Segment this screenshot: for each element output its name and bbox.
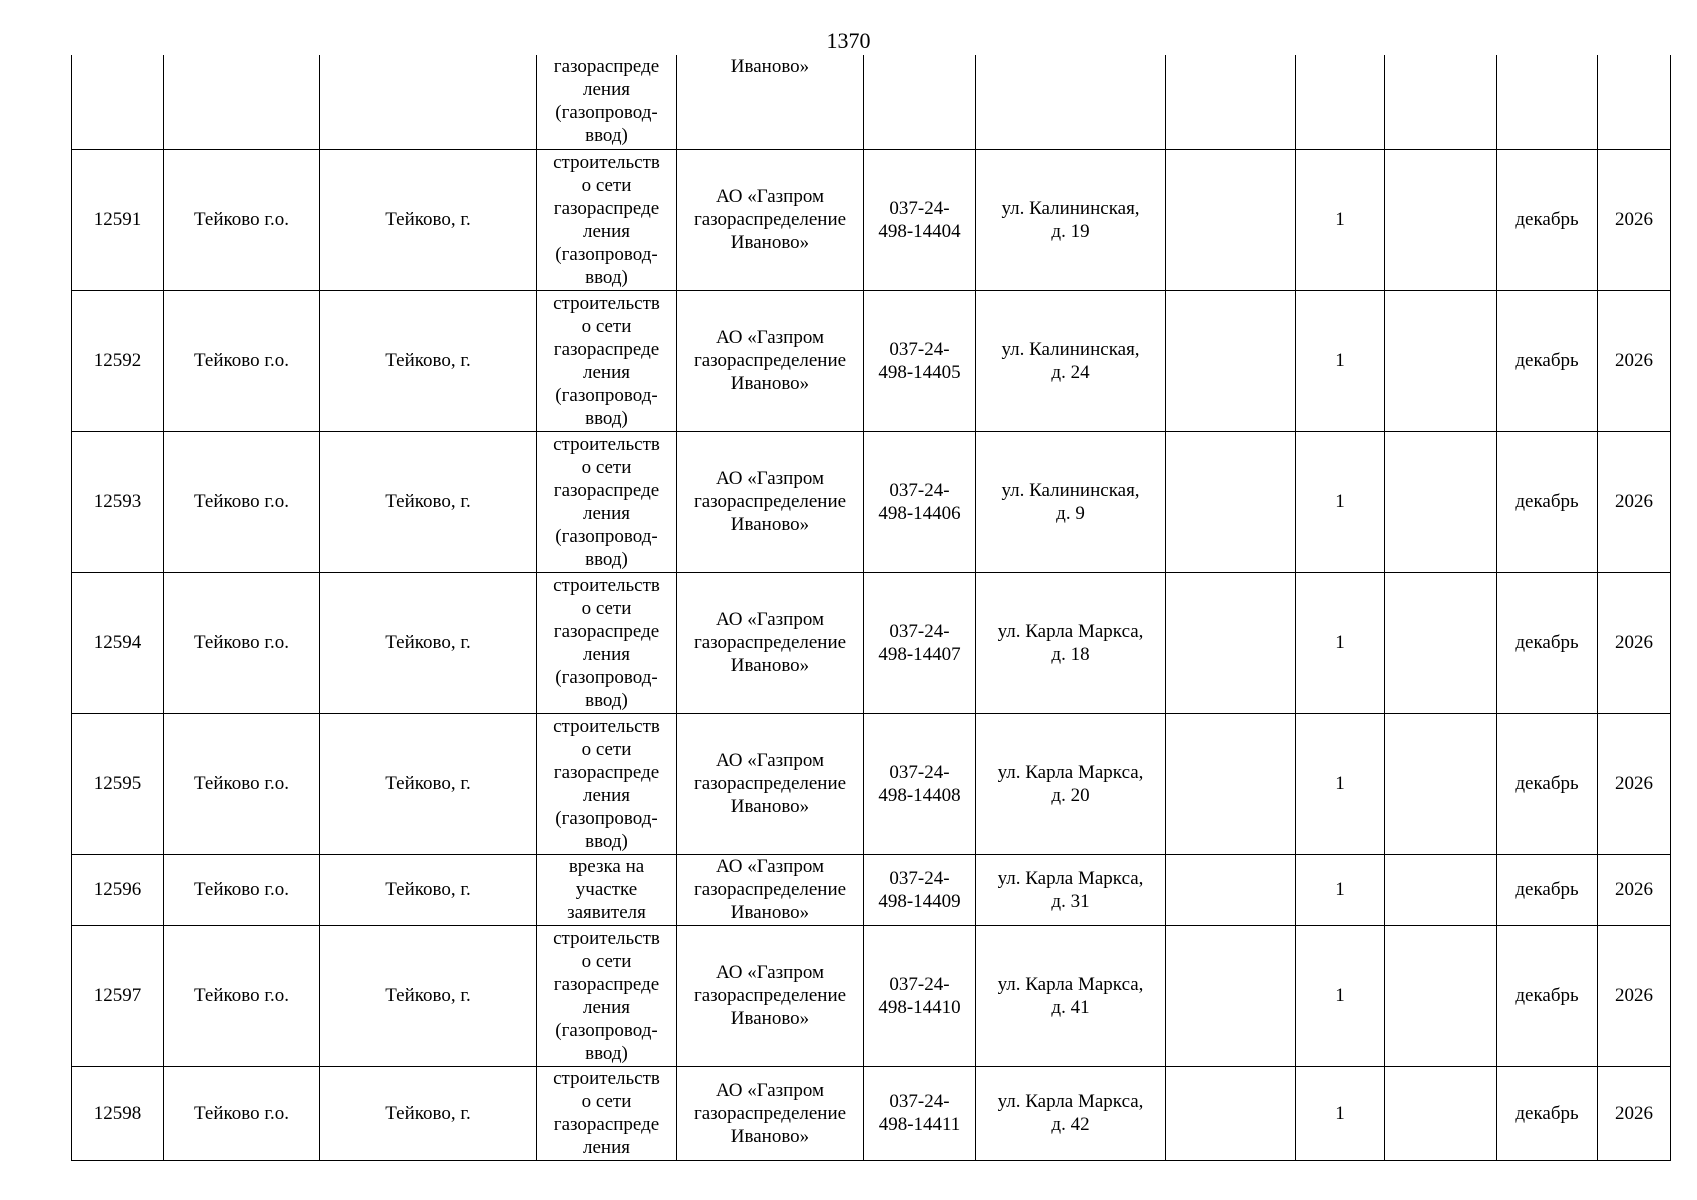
cell-work-text: врезка на участке заявителя [567,856,646,923]
cell-work-text: строительств о сети газораспреде ления (газопровод- ввод) [553,715,660,852]
cell-num [72,925,164,1066]
cell-year [1598,713,1671,854]
cell-code-text: 037-24- 498-14406 [878,479,961,524]
cell-code-text: 037-24- 498-14408 [878,761,961,806]
cell-num-text: 12593 [93,491,142,512]
cell-work-text: строительств о сети газораспреде ления [553,1068,660,1158]
table-row [72,431,1671,572]
cell-year-text: 2026 [1615,879,1653,900]
cell-work [537,149,677,290]
cell-quantity [1296,1066,1385,1160]
cell-extra [1166,290,1296,431]
cell-extra [1166,55,1296,149]
cell-year-text: 2026 [1615,773,1653,794]
cell-code [864,55,976,149]
cell-address [976,925,1166,1066]
cell-district [164,55,320,149]
cell-year-text: 2026 [1615,491,1653,512]
cell-district [164,149,320,290]
cell-work-text: строительств о сети газораспреде ления (газопровод- ввод) [553,574,660,711]
cell-month [1497,713,1598,854]
cell-month-text: декабрь [1515,491,1579,512]
cell-settlement-text: Тейково, г. [385,209,471,230]
cell-year [1598,55,1671,149]
cell-district [164,1066,320,1160]
table-row [72,290,1671,431]
cell-district-text: Тейково г.о. [194,1102,289,1124]
cell-address [976,149,1166,290]
cell-month [1497,149,1598,290]
cell-blank [1385,1066,1497,1160]
cell-num [72,431,164,572]
cell-organization-text: АО «Газпром газораспределение Иваново» [693,750,847,817]
cell-month-text: декабрь [1515,985,1579,1006]
cell-num-text: 12591 [93,209,142,230]
cell-organization-text: АО «Газпром газораспределение Иваново» [693,186,847,253]
cell-year-text: 2026 [1615,209,1653,230]
cell-organization-text: АО «Газпром газораспределение Иваново» [693,468,847,535]
cell-settlement-text: Тейково, г. [385,1102,471,1124]
cell-year-text: 2026 [1615,350,1653,371]
cell-extra [1166,572,1296,713]
table-row [72,925,1671,1066]
table-row [72,149,1671,290]
cell-settlement [320,572,537,713]
cell-district-text: Тейково г.о. [194,632,289,653]
cell-organization [677,55,864,149]
cell-code-text: 037-24- 498-14410 [878,973,961,1018]
cell-work-text: строительств о сети газораспреде ления (газопровод- ввод) [553,927,660,1064]
cell-district [164,431,320,572]
cell-quantity [1296,290,1385,431]
cell-district-text: Тейково г.о. [194,879,289,900]
cell-quantity-text: 1 [1335,632,1345,653]
cell-year [1598,925,1671,1066]
cell-month [1497,572,1598,713]
cell-num-text: 12594 [93,632,142,653]
table-body [72,55,1671,1160]
cell-organization-text: АО «Газпром газораспределение Иваново» [693,1079,847,1147]
cell-settlement [320,854,537,925]
cell-work [537,713,677,854]
cell-settlement [320,55,537,149]
cell-address-text: ул. Калининская, д. 19 [1001,197,1140,242]
cell-month [1497,55,1598,149]
cell-address [976,1066,1166,1160]
cell-month [1497,925,1598,1066]
cell-address [976,854,1166,925]
cell-year [1598,572,1671,713]
cell-year [1598,431,1671,572]
cell-address [976,431,1166,572]
cell-district [164,925,320,1066]
cell-quantity [1296,431,1385,572]
cell-work-text: строительств о сети газораспреде ления (газопровод- ввод) [553,292,660,429]
cell-organization-text: АО «Газпром газораспределение Иваново» [693,856,847,923]
cell-settlement-text: Тейково, г. [385,491,471,512]
cell-code-text: 037-24- 498-14405 [878,338,961,383]
cell-quantity-text: 1 [1335,879,1345,900]
cell-code-text: 037-24- 498-14404 [878,197,961,242]
cell-month-text: декабрь [1515,209,1579,230]
cell-num-text: 12596 [93,879,142,900]
cell-address [976,572,1166,713]
cell-settlement-text: Тейково, г. [385,879,471,900]
cell-code-text: 037-24- 498-14409 [878,867,961,912]
cell-organization-text: АО «Газпром газораспределение Иваново» [693,962,847,1029]
cell-work [537,431,677,572]
cell-blank [1385,149,1497,290]
cell-extra [1166,1066,1296,1160]
cell-num-text: 12597 [93,985,142,1006]
cell-settlement-text: Тейково, г. [385,773,471,794]
cell-month [1497,431,1598,572]
cell-code [864,1066,976,1160]
cell-code [864,431,976,572]
cell-settlement-text: Тейково, г. [385,350,471,371]
cell-settlement [320,431,537,572]
cell-quantity-text: 1 [1335,209,1345,230]
cell-num [72,55,164,149]
cell-organization [677,290,864,431]
cell-address-text: ул. Карла Маркса, д. 41 [997,973,1144,1018]
cell-blank [1385,431,1497,572]
cell-month [1497,290,1598,431]
cell-extra [1166,431,1296,572]
cell-address-text: ул. Карла Маркса, д. 31 [997,867,1144,912]
cell-code [864,149,976,290]
cell-num [72,149,164,290]
cell-quantity [1296,854,1385,925]
cell-code [864,572,976,713]
cell-work [537,1066,677,1160]
cell-district [164,290,320,431]
cell-code-text: 037-24- 498-14411 [878,1091,961,1135]
cell-settlement-text: Тейково, г. [385,632,471,653]
cell-district [164,713,320,854]
cell-blank [1385,713,1497,854]
cell-work [537,572,677,713]
cell-address-text: ул. Карла Маркса, д. 18 [997,620,1144,665]
cell-settlement [320,713,537,854]
cell-num [72,1066,164,1160]
cell-organization [677,572,864,713]
cell-settlement-text: Тейково, г. [385,985,471,1006]
cell-address [976,55,1166,149]
cell-work-text: строительств о сети газораспреде ления (газопровод- ввод) [553,151,660,288]
cell-blank [1385,925,1497,1066]
cell-year [1598,149,1671,290]
registry-table [71,55,1671,1161]
cell-district-text: Тейково г.о. [194,491,289,512]
cell-district [164,572,320,713]
cell-num-text: 12592 [93,350,142,371]
cell-num [72,854,164,925]
cell-address-text: ул. Калининская, д. 9 [1001,479,1140,524]
cell-code [864,854,976,925]
cell-extra [1166,925,1296,1066]
cell-quantity-text: 1 [1335,1102,1345,1124]
cell-quantity-text: 1 [1335,491,1345,512]
cell-year [1598,1066,1671,1160]
cell-work [537,854,677,925]
cell-year-text: 2026 [1615,632,1653,653]
cell-settlement [320,925,537,1066]
page-number: 1370 [826,28,871,53]
cell-num-text: 12595 [93,773,142,794]
cell-organization [677,149,864,290]
cell-extra [1166,149,1296,290]
cell-quantity-text: 1 [1335,350,1345,371]
cell-district [164,854,320,925]
cell-organization [677,854,864,925]
table-row [72,854,1671,925]
cell-num [72,290,164,431]
cell-month-text: декабрь [1515,879,1579,900]
cell-address-text: ул. Карла Маркса, д. 42 [997,1091,1144,1135]
cell-address [976,713,1166,854]
table-row-continuation [72,55,1671,149]
cell-district-text: Тейково г.о. [194,773,289,794]
cell-year-text: 2026 [1615,1102,1653,1124]
cell-quantity-text: 1 [1335,773,1345,794]
cell-organization [677,431,864,572]
cell-month [1497,1066,1598,1160]
cell-settlement [320,290,537,431]
cell-extra [1166,854,1296,925]
cell-month-text: декабрь [1515,773,1579,794]
cell-work [537,55,677,149]
cell-blank [1385,290,1497,431]
cell-year-text: 2026 [1615,985,1653,1006]
cell-work [537,925,677,1066]
cell-quantity [1296,713,1385,854]
cell-code [864,290,976,431]
cell-month-text: декабрь [1515,1102,1579,1124]
cell-organization [677,925,864,1066]
cell-quantity [1296,925,1385,1066]
cell-year [1598,290,1671,431]
cell-blank [1385,572,1497,713]
cell-settlement [320,1066,537,1160]
cell-quantity [1296,572,1385,713]
cell-settlement [320,149,537,290]
cell-code-text: 037-24- 498-14407 [878,620,961,665]
cell-num [72,572,164,713]
table-row [72,572,1671,713]
cell-address [976,290,1166,431]
cell-quantity-text: 1 [1335,985,1345,1006]
cell-work-text: газораспреде ления (газопровод- ввод) [553,56,660,146]
table-row [72,713,1671,854]
cell-work [537,290,677,431]
cell-organization [677,1066,864,1160]
cell-quantity [1296,55,1385,149]
cell-district-text: Тейково г.о. [194,985,289,1006]
cell-organization-text: АО «Газпром газораспределение Иваново» [693,609,847,676]
cell-district-text: Тейково г.о. [194,350,289,371]
cell-month-text: декабрь [1515,632,1579,653]
cell-address-text: ул. Карла Маркса, д. 20 [997,761,1144,806]
cell-work-text: строительств о сети газораспреде ления (газопровод- ввод) [553,433,660,570]
table-row [72,1066,1671,1160]
cell-blank [1385,55,1497,149]
cell-month [1497,854,1598,925]
cell-district-text: Тейково г.о. [194,209,289,230]
cell-month-text: декабрь [1515,350,1579,371]
cell-blank [1385,854,1497,925]
cell-quantity [1296,149,1385,290]
cell-organization [677,713,864,854]
cell-num [72,713,164,854]
cell-address-text: ул. Калининская, д. 24 [1001,338,1140,383]
cell-year [1598,854,1671,925]
cell-code [864,713,976,854]
cell-organization-text: Иваново» [730,56,810,77]
cell-code [864,925,976,1066]
cell-organization-text: АО «Газпром газораспределение Иваново» [693,327,847,394]
cell-extra [1166,713,1296,854]
cell-num-text: 12598 [93,1102,142,1124]
